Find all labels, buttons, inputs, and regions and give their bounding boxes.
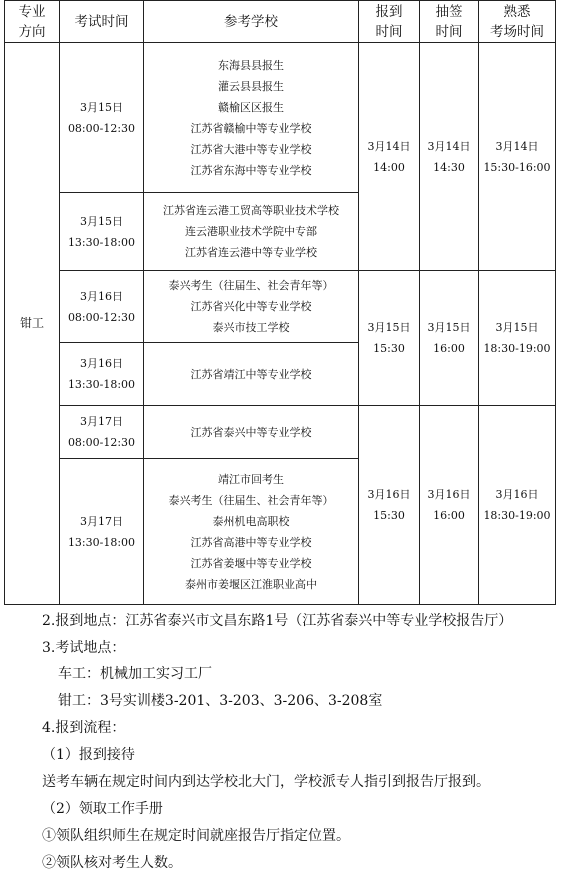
school-name: 江苏省泰兴中等专业学校 [190, 425, 312, 439]
process-heading: 4.报到流程： [42, 720, 126, 736]
header-checkin-line1: 报到 [375, 3, 403, 20]
schools-cell [144, 343, 359, 406]
school-name: 赣榆区区报生 [218, 100, 284, 114]
school-name: 泰州市姜堰区江淮职业高中 [185, 577, 317, 591]
exam-time-cell [60, 193, 144, 271]
header-major-line2: 方向 [18, 23, 46, 40]
header-major-line1: 专业 [18, 3, 46, 20]
exam-time-cell [60, 343, 144, 406]
familiarize-time: 18:30-19:00 [483, 342, 551, 355]
exam-date: 3月15日 [80, 214, 123, 228]
exam-location-heading: 3.考试地点： [42, 640, 126, 656]
exam-date: 3月16日 [80, 357, 123, 370]
draw-time: 16:00 [433, 509, 465, 522]
familiarize-time: 18:30-19:00 [483, 509, 551, 522]
header-draw-line2: 时间 [435, 23, 463, 40]
schools-cell [144, 193, 359, 271]
fitter-location-text: 钳工：3号实训楼3-201、3-203、3-206、3-208室 [58, 693, 383, 709]
familiarize-time: 15:30-16:00 [483, 160, 551, 174]
draw-time: 16:00 [433, 342, 465, 355]
school-name: 江苏省姜堰中等专业学校 [190, 556, 312, 570]
school-name: 江苏省高港中等专业学校 [190, 535, 312, 549]
exam-date: 3月16日 [80, 289, 123, 303]
familiarize-date: 3月14日 [495, 139, 539, 153]
school-name: 泰州机电高职校 [212, 514, 290, 528]
header-checkin-line2: 时间 [375, 23, 403, 40]
step2-item2: ②领队核对考生人数。 [42, 855, 182, 871]
exam-time: 08:00-12:30 [67, 121, 136, 135]
exam-time: 08:00-12:30 [67, 436, 136, 449]
exam-time: 08:00-12:30 [67, 310, 136, 324]
header-checkin-time [359, 1, 420, 43]
table-row [5, 406, 556, 459]
checkin-time-cell [359, 43, 420, 271]
checkin-time-cell [359, 271, 420, 406]
turner-location-text: 车工：机械加工实习工厂 [58, 666, 212, 682]
exam-time: 13:30-18:00 [67, 535, 136, 549]
school-name: 泰兴考生（往届生、社会青年等） [168, 493, 334, 507]
school-name: 江苏省东海中等专业学校 [190, 163, 312, 177]
header-familiarize-line2: 考场时间 [490, 23, 544, 40]
exam-date: 3月17日 [80, 514, 123, 528]
exam-schedule-table [4, 0, 556, 605]
school-name: 连云港职业技术学院中专部 [185, 225, 317, 238]
step1-body: 送考车辆在规定时间内到达学校北大门，学校派专人指引到报告厅报到。 [42, 774, 490, 790]
checkin-date: 3月15日 [367, 321, 411, 334]
school-name: 江苏省大港中等专业学校 [190, 142, 312, 156]
header-draw-line1: 抽签 [435, 3, 463, 20]
exam-time: 13:30-18:00 [67, 378, 136, 391]
familiarize-time-cell [479, 406, 556, 605]
exam-date: 3月15日 [80, 100, 123, 114]
school-name: 江苏省靖江中等专业学校 [190, 367, 312, 381]
draw-time: 14:30 [433, 160, 465, 174]
schools-cell [144, 406, 359, 459]
school-name: 江苏省赣榆中等专业学校 [190, 121, 312, 135]
draw-time-cell [420, 43, 479, 271]
header-schools: 参考学校 [144, 1, 359, 43]
draw-date: 3月14日 [427, 139, 471, 153]
table-header-row [5, 1, 556, 43]
schools-cell [144, 459, 359, 605]
school-name: 江苏省兴化中等专业学校 [190, 300, 312, 313]
header-familiarize-line1: 熟悉 [503, 3, 531, 20]
header-draw-time [420, 1, 479, 43]
draw-time-cell [420, 271, 479, 406]
step2-heading: （2）领取工作手册 [42, 801, 163, 817]
draw-date: 3月16日 [427, 488, 471, 501]
school-name: 灌云县县报生 [218, 79, 284, 93]
exam-date: 3月17日 [80, 415, 123, 428]
checkin-time: 15:30 [373, 509, 405, 522]
table-row [5, 271, 556, 343]
step1-heading: （1）报到接待 [42, 747, 135, 763]
exam-time-cell [60, 459, 144, 605]
school-name: 靖江市回考生 [218, 472, 284, 486]
table-row [5, 43, 556, 193]
familiarize-date: 3月15日 [495, 321, 539, 334]
step2-item1: ①领队组织师生在规定时间就座报告厅指定位置。 [42, 828, 350, 844]
exam-time-cell [60, 43, 144, 193]
schools-cell [144, 271, 359, 343]
familiarize-date: 3月16日 [495, 488, 539, 501]
checkin-location-text: 2.报到地点：江苏省泰兴市文昌东路1号（江苏省泰兴中等专业学校报告厅） [42, 613, 513, 629]
familiarize-time-cell [479, 43, 556, 271]
major-cell: 钳工 [5, 43, 60, 605]
exam-time-cell [60, 271, 144, 343]
draw-date: 3月15日 [427, 321, 471, 334]
school-name: 泰兴市技工学校 [212, 321, 290, 334]
school-name: 江苏省连云港工贸高等职业技术学校 [163, 204, 339, 217]
draw-time-cell [420, 406, 479, 605]
checkin-time: 14:00 [373, 160, 405, 174]
checkin-time-cell [359, 406, 420, 605]
school-name: 泰兴考生（往届生、社会青年等） [168, 279, 334, 292]
header-familiarize-time [479, 1, 556, 43]
exam-time-cell [60, 406, 144, 459]
header-major [5, 1, 60, 43]
checkin-date: 3月14日 [367, 139, 411, 153]
header-exam-time: 考试时间 [60, 1, 144, 43]
checkin-time: 15:30 [373, 342, 405, 355]
schools-cell [144, 43, 359, 193]
school-name: 东海县县报生 [218, 58, 284, 72]
checkin-date: 3月16日 [367, 488, 411, 501]
familiarize-time-cell [479, 271, 556, 406]
school-name: 江苏省连云港中等专业学校 [185, 246, 317, 259]
exam-time: 13:30-18:00 [67, 235, 136, 249]
